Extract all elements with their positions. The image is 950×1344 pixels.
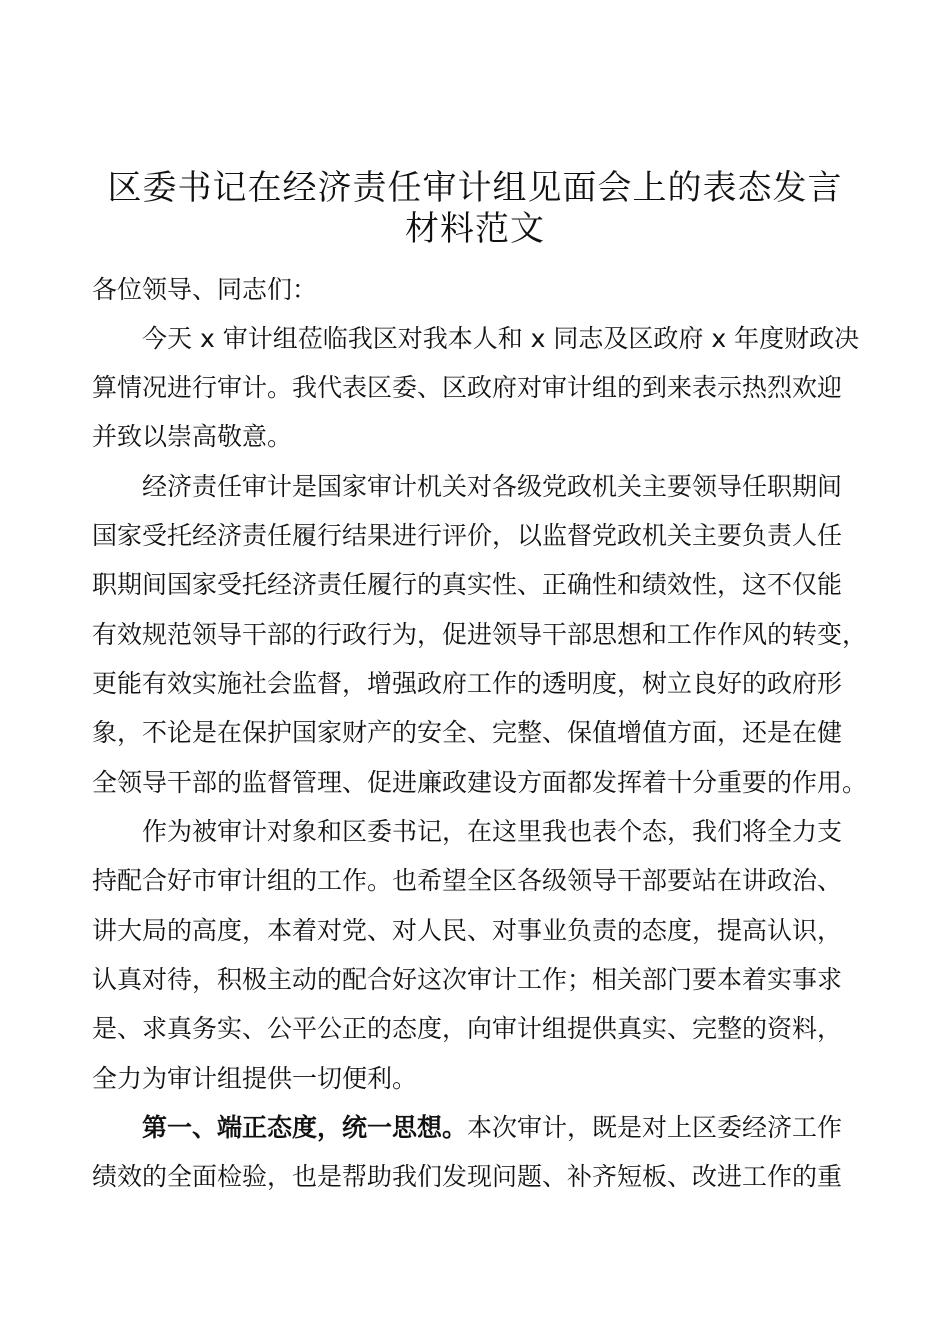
paragraph-2-line-6: 象，不论是在保护国家财产的安全、完整、保值增值方面，还是在健 [92, 718, 843, 747]
paragraph-2-line-7: 全领导干部的监督管理、促进廉政建设方面都发挥着十分重要的作用。 [92, 768, 868, 797]
paragraph-3-line-5: 是、求真务实、公平公正的态度，向审计组提供真实、完整的资料， [92, 1014, 843, 1043]
paragraph-2-line-3: 职期间国家受托经济责任履行的真实性、正确性和绩效性，这不仅能 [92, 570, 843, 599]
paragraph-2-line-5: 更能有效实施社会监督，增强政府工作的透明度，树立良好的政府形 [92, 669, 843, 698]
paragraph-4-line-2: 绩效的全面检验，也是帮助我们发现问题、补齐短板、改进工作的重 [92, 1162, 843, 1191]
salutation: 各位领导、同志们： [92, 275, 318, 304]
paragraph-2-line-2: 国家受托经济责任履行结果进行评价，以监督党政机关主要负责人任 [92, 521, 843, 550]
paragraph-3-line-3: 讲大局的高度，本着对党、对人民、对事业负责的态度，提高认识， [92, 916, 843, 945]
paragraph-1-line-1: 今天 x 审计组莅临我区对我本人和 x 同志及区政府 x 年度财政决 [142, 324, 860, 353]
paragraph-3-line-6: 全力为审计组提供一切便利。 [92, 1064, 418, 1093]
paragraph-4-text: 本次审计，既是对上区委经济工作 [467, 1113, 843, 1142]
document-title-line-1: 区委书记在经济责任审计组见面会上的表态发言 [107, 168, 843, 208]
paragraph-1-line-2: 算情况进行审计。我代表区委、区政府对审计组的到来表示热烈欢迎 [92, 373, 843, 402]
document-title-line-2: 材料范文 [405, 209, 545, 249]
paragraph-4-line-1 [142, 1103, 882, 1152]
paragraph-3-line-4: 认真对待，积极主动的配合好这次审计工作；相关部门要本着实事求 [92, 965, 843, 994]
section-heading-first: 第一、端正态度，统一思想。 [142, 1113, 468, 1142]
paragraph-3-line-1: 作为被审计对象和区委书记，在这里我也表个态，我们将全力支 [142, 817, 843, 846]
paragraph-2-line-1: 经济责任审计是国家审计机关对各级党政机关主要领导任职期间 [142, 472, 843, 501]
paragraph-3-line-2: 持配合好市审计组的工作。也希望全区各级领导干部要站在讲政治、 [92, 866, 843, 895]
paragraph-2-line-4: 有效规范领导干部的行政行为，促进领导干部思想和工作作风的转变， [92, 620, 868, 649]
paragraph-1-line-3: 并致以崇高敬意。 [92, 422, 293, 451]
